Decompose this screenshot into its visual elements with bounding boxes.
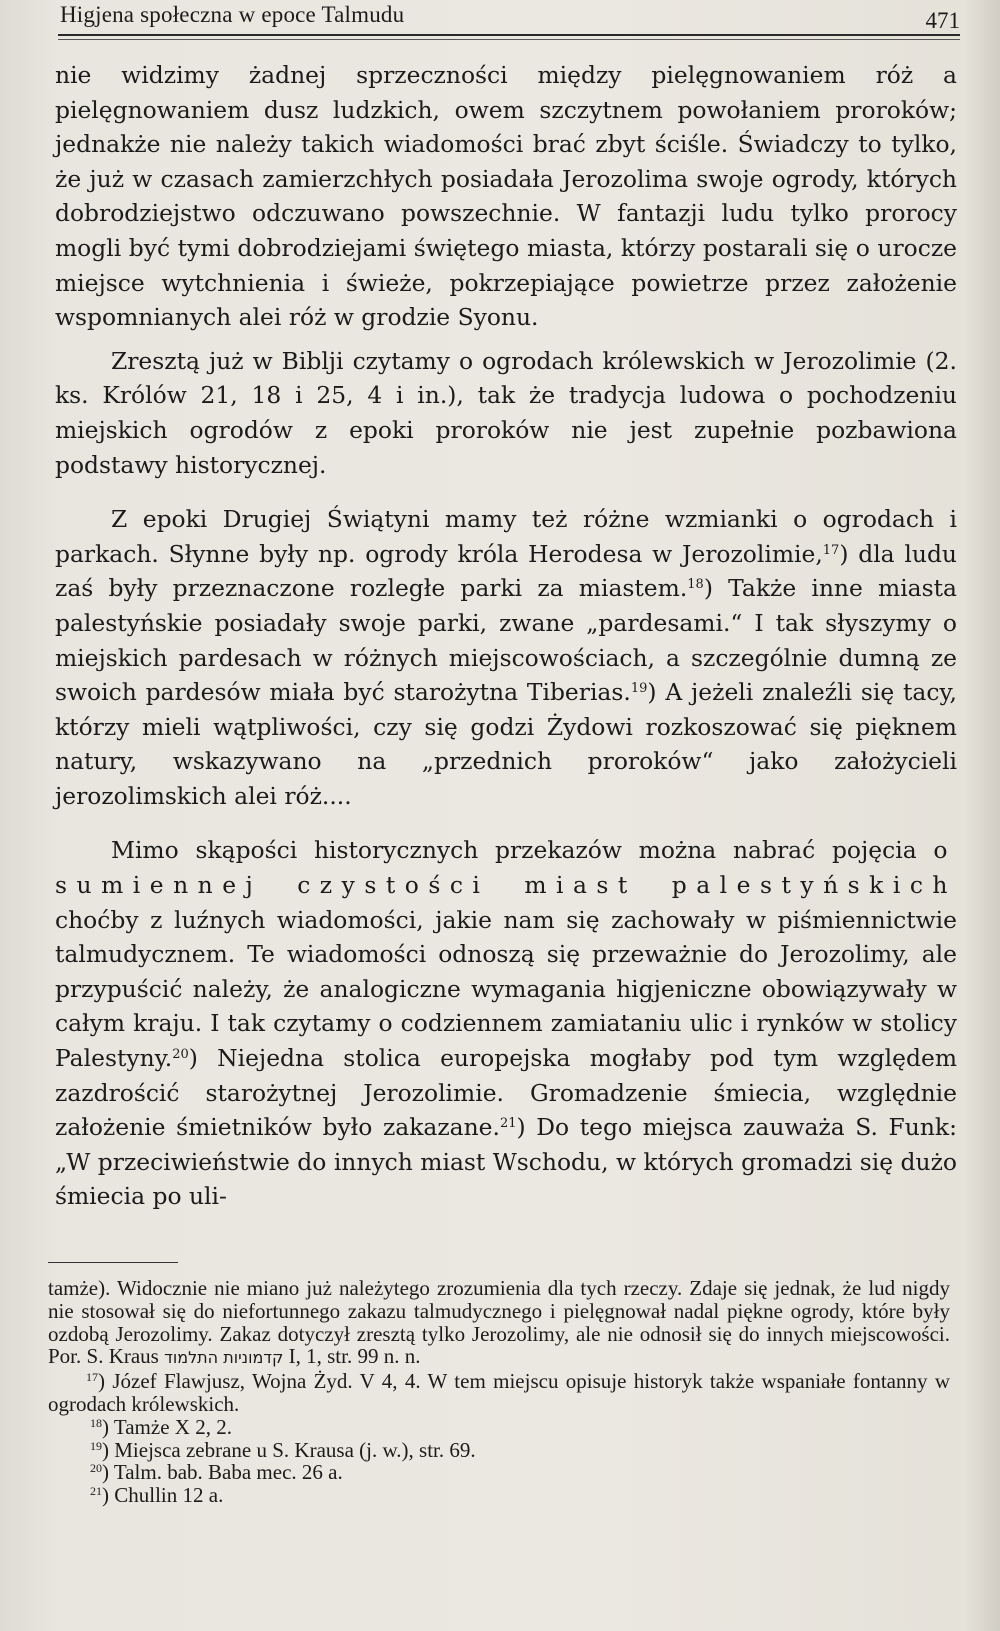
footnote-21	[48, 1484, 950, 1507]
footnote-ref-17: 17	[822, 542, 840, 558]
footnote-19-text: ) Miejsca zebrane u S. Krausa (j. w.), str. 69.	[102, 1437, 476, 1462]
footnote-18-mark: 18	[90, 1415, 102, 1430]
footnote-17	[48, 1370, 950, 1416]
paragraph-4-text-c: ) Niejedna stolica europejska mogłaby pod tym względem zazdrościć starożytnej Jerozolimie. Gromadzenie śmiecia, względnie założenie śmietników było zakazane.	[55, 1044, 957, 1142]
paragraph-3-text-c: ) Także inne miasta palestyńskie posiadały swoje parki, zwane „pardesami.“ I tak słyszymy o miejskich pardesach w różnych miejscowościach, a szczególnie dumną ze swoich pardesów miała być starożytna Tiberias.	[55, 574, 957, 707]
main-text	[55, 58, 957, 1214]
header-rule-thin	[58, 39, 960, 40]
footnote-continuation-text-b: I, 1, str. 99 n. n.	[288, 1344, 421, 1369]
paragraph-4-text-b: choćby z luźnych wiadomości, jakie nam się zachowały w piśmiennictwie talmudycznem. Te wiadomości odnoszą się przeważnie do Jerozolimy, ale przypuścić należy, że analogiczne wymagania higjeniczne obowiązywały w całym kraju. I tak czytamy o codziennem zamiataniu ulic i rynków w stolicy Palestyny.	[55, 905, 957, 1073]
page-edge-shadow	[966, 0, 1000, 1631]
paragraph-3-text-d: ) A jeżeli znaleźli się tacy, którzy mieli wątpliwości, czy się godzi Żydowi rozkoszować się pięknem natury, wskazywano na „przednich proroków“ jako założycieli jerozolimskich alei róż....	[55, 678, 957, 810]
footnote-20-text: ) Talm. bab. Baba mec. 26 a.	[102, 1460, 343, 1485]
footnote-17-text: ) Józef Flawjusz, Wojna Żyd. V 4, 4. W tem miejscu opisuje historyk także wspaniałe fontanny w ogrodach królewskich.	[48, 1369, 950, 1416]
footnote-18	[48, 1416, 950, 1439]
header-rule	[58, 34, 960, 36]
running-head-title: Higjena społeczna w epoce Talmudu	[60, 2, 405, 27]
paragraph-4-spaced-emphasis: o sumiennej czystości miast palestyńskich	[55, 836, 957, 900]
footnote-rule	[48, 1262, 178, 1263]
paragraph-4-text-d: ) Do tego miejsca zauważa S. Funk: „W przeciwieństwie do innych miast Wschodu, w których gromadzi się dużo śmiecia po uli-	[55, 1113, 957, 1211]
footnote-19	[48, 1439, 950, 1462]
footnote-21-text: ) Chullin 12 a.	[102, 1483, 224, 1508]
footnotes	[48, 1277, 950, 1507]
footnote-19-mark: 19	[90, 1438, 102, 1453]
footnote-20-mark: 20	[90, 1461, 102, 1476]
paragraph-3	[55, 502, 957, 813]
running-head	[60, 2, 960, 34]
paragraph-4-text-a: Mimo skąpości historycznych przekazów można nabrać pojęcia	[111, 836, 917, 865]
paragraph-1: nie widzimy żadnej sprzeczności między pielęgnowaniem róż a pielęgnowaniem dusz ludzkich, owem szczytnem powołaniem proroków; jednakże nie należy takich wiadomości brać zbyt ściśle. Świadczy to tylko, że już w czasach zamierzchłych posiadała Jerozolima swoje ogrody, których dobrodziejstwo odczuwano powszechnie. W fantazji ludu tylko prorocy mogli być tymi dobrodziejami świętego miasta, którzy postarali się o urocze miejsce wytchnienia i świeże, pokrzepiające powietrze przez założenie wspomnianych alei róż w grodzie Syonu.	[55, 61, 957, 332]
footnote-18-text: ) Tamże X 2, 2.	[102, 1414, 232, 1439]
paragraph-4	[55, 833, 957, 1214]
footnote-ref-21: 21	[499, 1116, 517, 1132]
footnote-20	[48, 1461, 950, 1484]
paragraph-3-text-a: Z epoki Drugiej Świątyni mamy też różne wzmianki o ogrodach i parkach. Słynne były np. ogrody króla Herodesa w Jerozolimie,	[55, 505, 957, 568]
page-number: 471	[925, 8, 960, 33]
footnote-21-mark: 21	[90, 1484, 102, 1499]
footnote-17-mark: 17	[86, 1370, 98, 1385]
footnote-hebrew-title: קדמוניות התלמוד	[164, 1348, 284, 1368]
paragraph-3-text-b: ) dla ludu zaś były przeznaczone rozległe parki za miastem.	[55, 539, 957, 603]
footnote-continuation	[48, 1277, 950, 1370]
footnote-ref-18: 18	[687, 577, 704, 593]
footnote-continuation-text-a: tamże). Widocznie nie miano już należytego zrozumienia dla tych rzeczy. Zdaje się jednak, że lud nigdy nie stosował się do niefortunnego zakazu talmudycznego i pielęgnował nadal piękne ogrody, które były ozdobą Jerozolimy. Zakaz dotyczył zresztą tylko Jerozolimy, ale nie odnosił się do innych miejscowości. Por. S. Kraus	[48, 1276, 950, 1369]
footnote-ref-19: 19	[630, 681, 648, 697]
paragraph-2: Zresztą już w Biblji czytamy o ogrodach królewskich w Jerozolimie (2. ks. Królów 21, 18 i 25, 4 i in.), tak że tradycja ludowa o pochodzeniu miejskich ogrodów z epoki proroków nie jest zupełnie pozbawiona podstawy historycznej.	[55, 346, 957, 479]
footnote-ref-20: 20	[172, 1047, 189, 1063]
